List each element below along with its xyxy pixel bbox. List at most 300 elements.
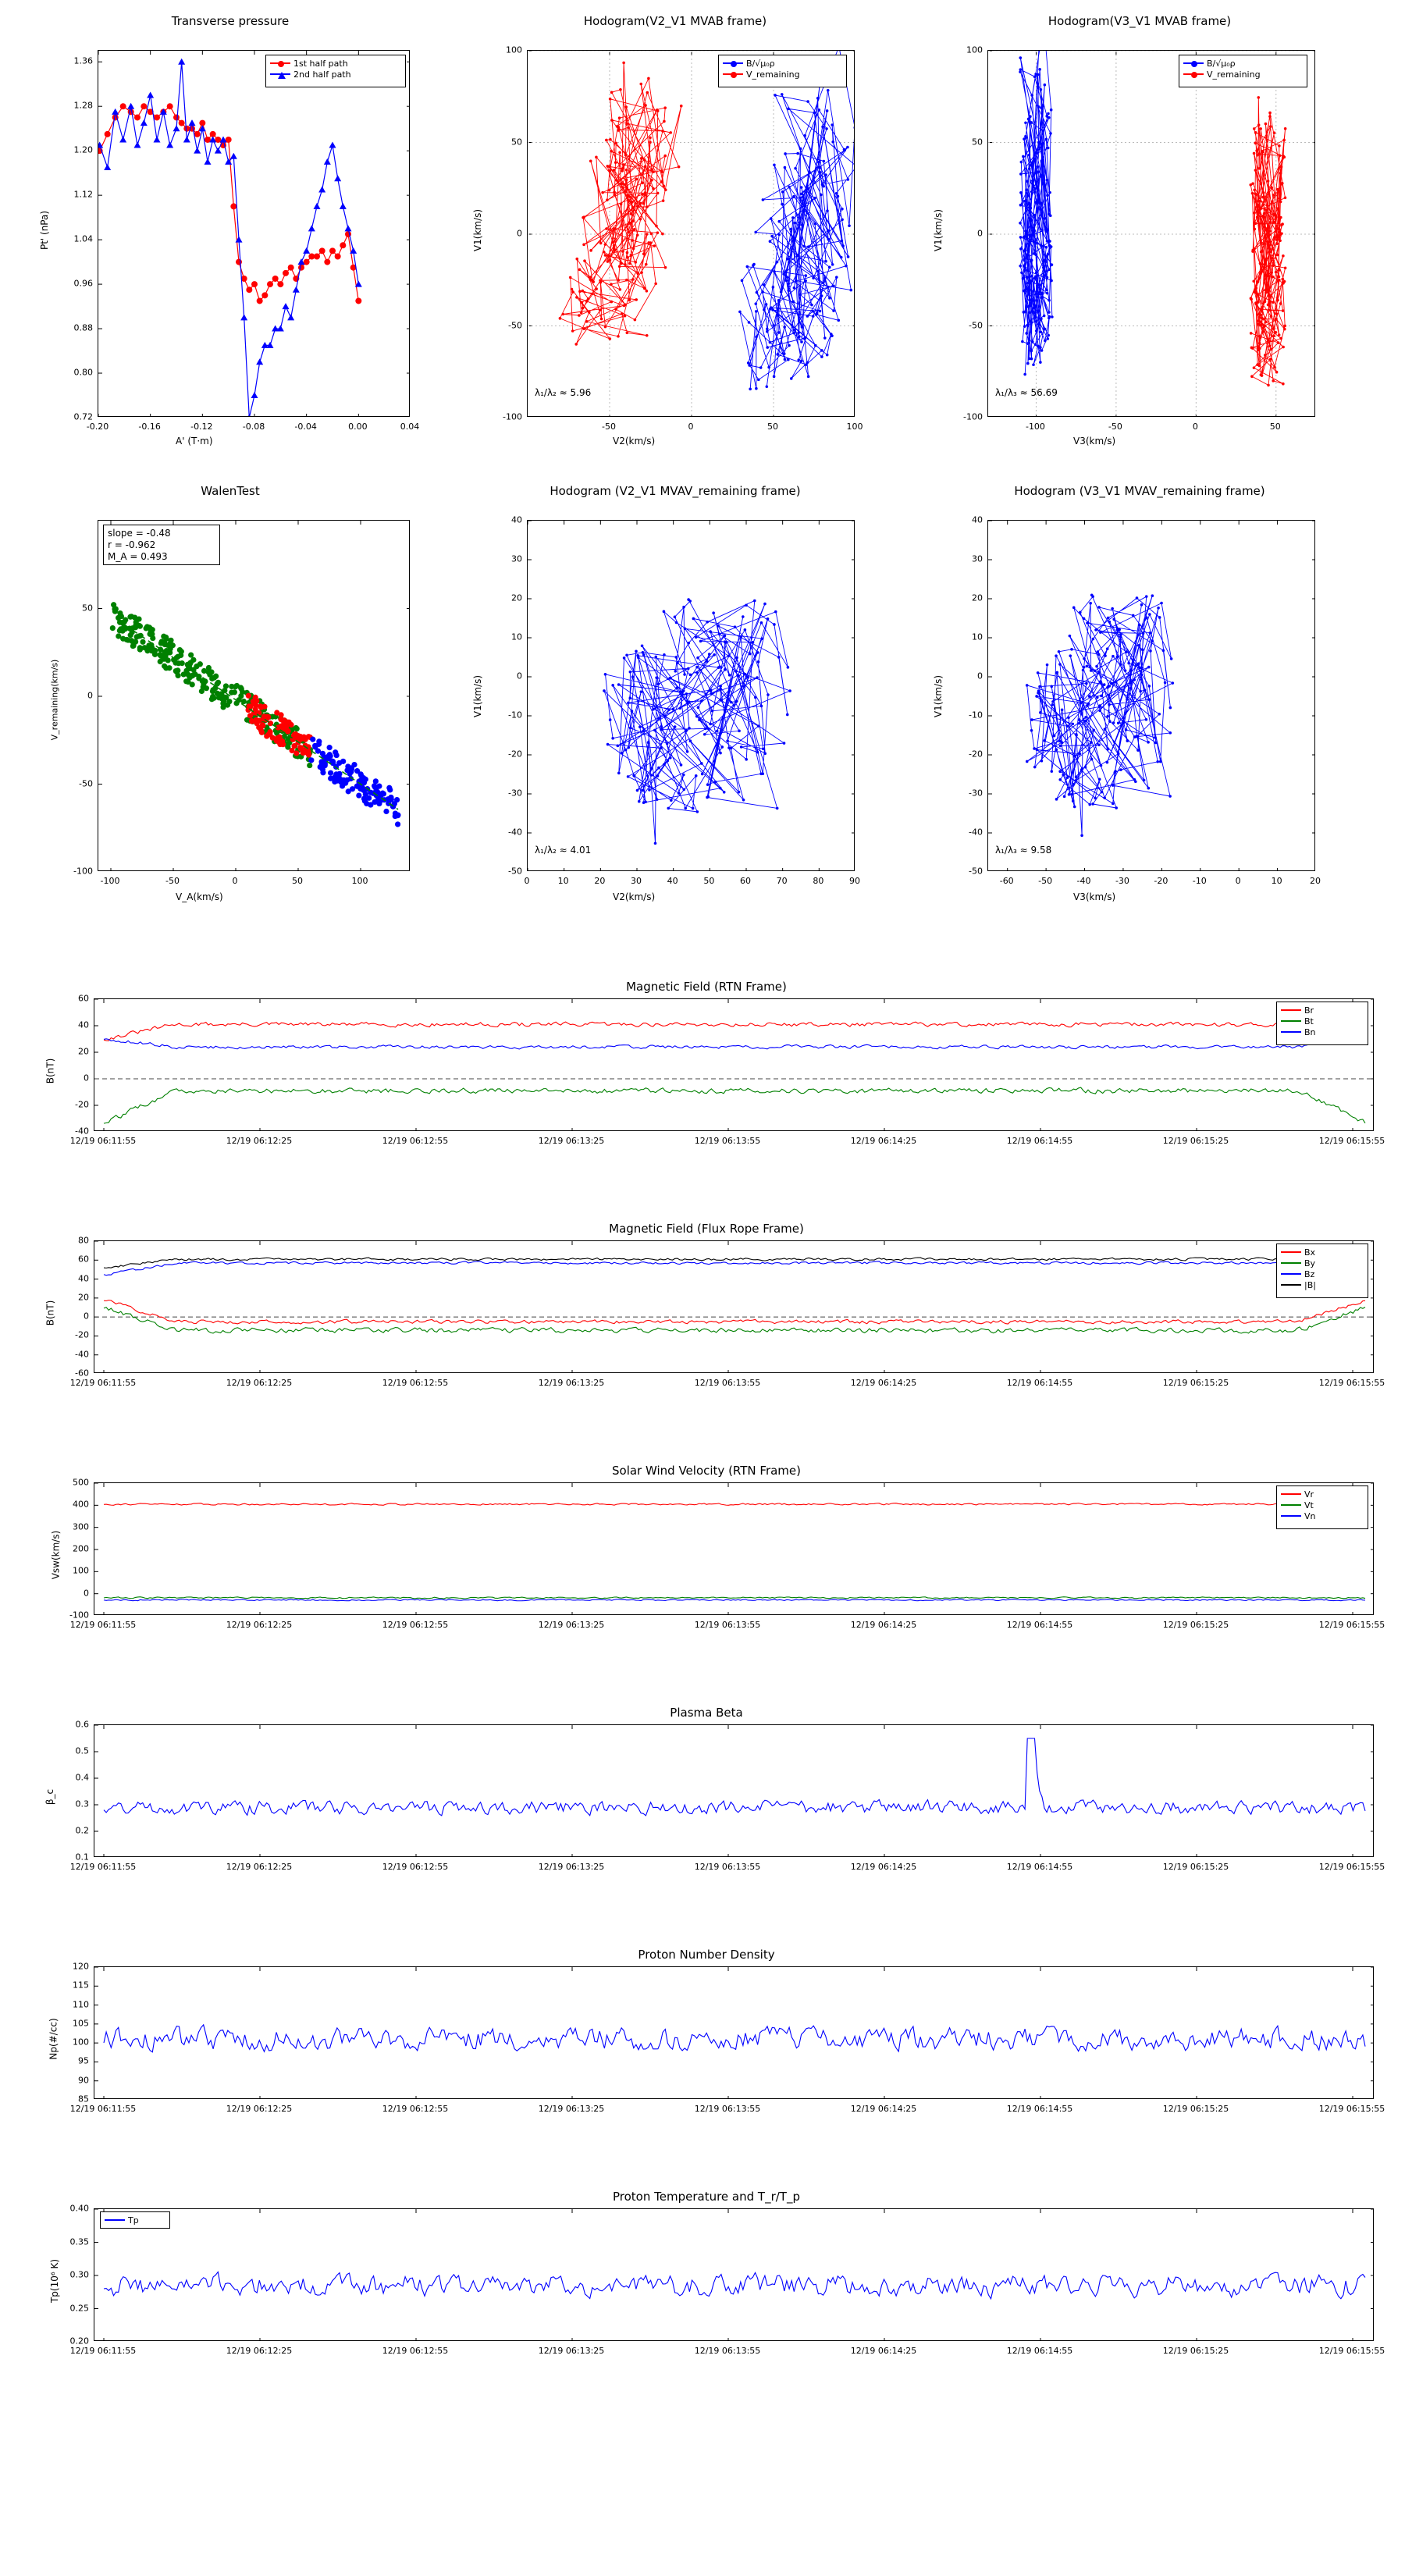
y-tick-label: 1.36 — [73, 55, 93, 66]
x-tick-label: 12/19 06:14:25 — [850, 2346, 917, 2356]
y-axis-label: Np(#/cc) — [48, 2018, 59, 2060]
y-tick-label: 105 — [73, 2018, 89, 2029]
x-tick-label: 0.00 — [348, 422, 368, 432]
legend-label: Bx — [1304, 1247, 1316, 1258]
x-tick-label: 12/19 06:14:55 — [1006, 2346, 1073, 2356]
panel-title: Proton Number Density — [638, 1948, 775, 1962]
legend — [1276, 1002, 1368, 1045]
y-tick-label: 300 — [73, 1521, 89, 1532]
x-tick-label: 12/19 06:14:55 — [1006, 1862, 1073, 1872]
y-axis-label: Vsw(km/s) — [50, 1530, 62, 1580]
y-tick-label: 60 — [78, 993, 89, 1004]
x-tick-label: 70 — [776, 876, 788, 886]
legend — [100, 2211, 170, 2229]
x-tick-label: 0 — [524, 876, 530, 886]
y-tick-label: 0.80 — [73, 367, 93, 378]
x-tick-label: 12/19 06:11:55 — [69, 1378, 137, 1388]
x-tick-label: 12/19 06:12:55 — [382, 1136, 449, 1146]
legend — [718, 55, 847, 87]
x-tick-label: 12/19 06:13:25 — [538, 2104, 605, 2114]
x-tick-label: 12/19 06:11:55 — [69, 1862, 137, 1872]
y-tick-label: -40 — [969, 827, 983, 838]
x-tick-label: 12/19 06:15:55 — [1318, 1136, 1385, 1146]
walen-stats-box — [103, 525, 220, 565]
y-tick-label: 0.20 — [69, 2336, 89, 2347]
legend-swatch — [270, 62, 290, 64]
legend-swatch — [1281, 1009, 1301, 1011]
x-axis-label: V2(km/s) — [613, 891, 656, 902]
y-axis-label: Tp(10⁶ K) — [49, 2258, 61, 2304]
legend-entry — [1281, 1500, 1364, 1510]
y-tick-label: 100 — [966, 44, 983, 55]
eigenvalue-ratio-annotation: λ₁/λ₂ ≈ 4.01 — [535, 845, 592, 856]
panel-walen-test — [31, 484, 429, 906]
y-tick-label: 20 — [78, 1292, 89, 1303]
panel-proton-temperature — [31, 2190, 1385, 2377]
y-axis-label: V1(km/s) — [472, 674, 484, 718]
y-tick-label: 1.20 — [73, 144, 93, 155]
legend-label: V_remaining — [1207, 69, 1261, 80]
y-tick-label: 115 — [73, 1980, 89, 1991]
x-tick-label: 12/19 06:12:25 — [226, 2346, 293, 2356]
y-tick-label: -40 — [75, 1349, 89, 1360]
x-tick-label: -0.16 — [138, 422, 161, 432]
y-tick-label: -100 — [73, 866, 93, 877]
x-tick-label: 12/19 06:12:55 — [382, 1620, 449, 1630]
y-tick-label: -20 — [75, 1329, 89, 1340]
y-tick-label: -20 — [969, 749, 983, 760]
y-tick-label: -50 — [508, 320, 522, 330]
x-tick-label: -30 — [1115, 876, 1129, 886]
legend-entry — [105, 2215, 165, 2226]
x-tick-label: 12/19 06:14:55 — [1006, 1136, 1073, 1146]
x-tick-label: 12/19 06:15:55 — [1318, 1620, 1385, 1630]
y-tick-label: 0 — [84, 1073, 89, 1083]
x-tick-label: 12/19 06:11:55 — [69, 2346, 137, 2356]
y-tick-label: 1.04 — [73, 233, 93, 244]
x-tick-label: 12/19 06:14:55 — [1006, 1620, 1073, 1630]
x-tick-label: -100 — [1025, 422, 1045, 432]
x-tick-label: 10 — [1271, 876, 1282, 886]
x-tick-label: 20 — [594, 876, 606, 886]
panel-title: Hodogram (V2_V1 MVAV_remaining frame) — [550, 484, 801, 498]
y-axis-label: Pt' (nPa) — [39, 210, 51, 251]
y-tick-label: -40 — [75, 1126, 89, 1137]
legend-swatch — [1281, 1504, 1301, 1506]
legend-label: Bt — [1304, 1016, 1314, 1026]
y-axis-label: V1(km/s) — [472, 208, 484, 252]
y-tick-label: 100 — [73, 1565, 89, 1576]
stat-line: M_A = 0.493 — [108, 551, 168, 562]
x-tick-label: 12/19 06:13:55 — [694, 2346, 761, 2356]
x-tick-label: 12/19 06:15:55 — [1318, 2346, 1385, 2356]
y-tick-label: 0.25 — [69, 2303, 89, 2313]
legend-swatch — [723, 73, 743, 75]
x-tick-label: 60 — [740, 876, 751, 886]
y-tick-label: 0.35 — [69, 2236, 89, 2247]
legend-label: Br — [1304, 1005, 1314, 1016]
x-tick-label: 90 — [849, 876, 860, 886]
plot-area — [94, 1966, 1374, 2099]
y-tick-label: 0.2 — [75, 1825, 89, 1836]
plot-area — [527, 520, 855, 871]
x-tick-label: 12/19 06:15:55 — [1318, 2104, 1385, 2114]
x-tick-label: -40 — [1076, 876, 1091, 886]
y-tick-label: -100 — [963, 411, 983, 422]
y-tick-label: 50 — [511, 137, 522, 147]
y-tick-label: 120 — [73, 1961, 89, 1972]
legend-entry — [1281, 1005, 1364, 1016]
stat-line: slope = -0.48 — [108, 528, 171, 539]
x-tick-label: -0.12 — [190, 422, 213, 432]
legend-label: Bn — [1304, 1026, 1316, 1037]
legend-swatch — [723, 62, 743, 64]
legend-swatch — [1183, 62, 1204, 64]
eigenvalue-ratio-annotation: λ₁/λ₂ ≈ 5.96 — [535, 387, 592, 398]
y-tick-label: 60 — [78, 1254, 89, 1265]
y-axis-label: V_remaining(km/s) — [49, 659, 60, 741]
legend-entry — [1281, 1489, 1364, 1500]
x-tick-label: 12/19 06:14:25 — [850, 1862, 917, 1872]
y-tick-label: 40 — [78, 1019, 89, 1030]
x-tick-label: -20 — [1154, 876, 1168, 886]
y-tick-label: 0 — [977, 671, 983, 681]
legend-label: 2nd half path — [293, 69, 351, 80]
legend-marker — [731, 72, 737, 78]
y-tick-label: 40 — [78, 1273, 89, 1284]
legend-marker — [278, 61, 284, 67]
plot-area — [94, 1724, 1374, 1857]
x-tick-label: 80 — [813, 876, 824, 886]
y-tick-label: -50 — [969, 866, 983, 877]
y-tick-label: 0.30 — [69, 2269, 89, 2280]
y-tick-label: 0.6 — [75, 1719, 89, 1730]
panel-title: Proton Temperature and T_r/T_p — [613, 2190, 800, 2204]
legend-entry — [1281, 1016, 1364, 1026]
panel-title: Hodogram(V2_V1 MVAB frame) — [583, 14, 767, 28]
y-axis-label: B(nT) — [44, 1300, 56, 1326]
y-tick-label: 1.28 — [73, 100, 93, 111]
y-tick-label: 40 — [972, 514, 983, 525]
eigenvalue-ratio-annotation: λ₁/λ₃ ≈ 56.69 — [995, 387, 1058, 398]
legend-swatch — [270, 73, 290, 75]
y-tick-label: -30 — [969, 788, 983, 799]
y-tick-label: -40 — [508, 827, 522, 838]
plot-area — [94, 998, 1374, 1131]
y-tick-label: 50 — [82, 603, 93, 613]
legend-label: Bz — [1304, 1268, 1315, 1279]
y-tick-label: -50 — [508, 866, 522, 877]
legend-entry — [270, 69, 401, 80]
legend-marker — [1191, 61, 1197, 67]
eigenvalue-ratio-annotation: λ₁/λ₃ ≈ 9.58 — [995, 845, 1052, 856]
x-tick-label: -50 — [165, 876, 180, 886]
y-tick-label: 0 — [977, 228, 983, 239]
y-axis-label: V1(km/s) — [933, 674, 944, 718]
y-tick-label: 400 — [73, 1499, 89, 1510]
y-tick-label: 0 — [517, 228, 522, 239]
y-tick-label: 0 — [84, 1588, 89, 1599]
legend — [1276, 1485, 1368, 1529]
legend-label: |B| — [1304, 1279, 1316, 1290]
y-tick-label: 10 — [511, 632, 522, 642]
x-tick-label: 12/19 06:15:25 — [1162, 1136, 1229, 1146]
plot-area — [94, 2208, 1374, 2341]
legend-label: Tp — [128, 2215, 139, 2226]
legend-label: Vt — [1304, 1500, 1314, 1510]
y-tick-label: 0.4 — [75, 1772, 89, 1783]
x-tick-label: 0.04 — [400, 422, 420, 432]
panel-hodogram-v3v1-mvav — [921, 484, 1358, 906]
x-tick-label: -50 — [1108, 422, 1122, 432]
y-tick-label: 80 — [78, 1235, 89, 1246]
x-tick-label: 100 — [846, 422, 863, 432]
y-tick-label: 0.1 — [75, 1852, 89, 1863]
x-tick-label: -50 — [602, 422, 616, 432]
x-tick-label: 12/19 06:15:25 — [1162, 2346, 1229, 2356]
x-tick-label: 12/19 06:15:25 — [1162, 2104, 1229, 2114]
x-tick-label: -100 — [100, 876, 120, 886]
x-tick-label: -10 — [1192, 876, 1207, 886]
x-tick-label: 12/19 06:13:55 — [694, 1862, 761, 1872]
x-tick-label: 12/19 06:12:25 — [226, 1620, 293, 1630]
x-tick-label: -50 — [1038, 876, 1053, 886]
stat-line: r = -0.962 — [108, 539, 156, 550]
legend-swatch — [1281, 1493, 1301, 1495]
y-tick-label: 110 — [73, 1999, 89, 2010]
y-tick-label: 40 — [511, 514, 522, 525]
legend-entry — [723, 58, 842, 69]
x-tick-label: 12/19 06:12:55 — [382, 1862, 449, 1872]
x-tick-label: 12/19 06:12:25 — [226, 1136, 293, 1146]
panel-proton-number-density — [31, 1948, 1385, 2135]
y-tick-label: 0.5 — [75, 1745, 89, 1756]
x-tick-label: 12/19 06:15:25 — [1162, 1862, 1229, 1872]
y-tick-label: 0.72 — [73, 411, 93, 422]
panel-hodogram-v2v1-mvab — [461, 14, 890, 447]
legend-swatch — [1281, 1273, 1301, 1275]
x-tick-label: 40 — [667, 876, 678, 886]
x-tick-label: 12/19 06:13:25 — [538, 1862, 605, 1872]
x-tick-label: 12/19 06:13:55 — [694, 1378, 761, 1388]
x-tick-label: 12/19 06:14:25 — [850, 1378, 917, 1388]
y-tick-label: 95 — [78, 2055, 89, 2066]
legend-swatch — [1183, 73, 1204, 75]
x-axis-label: A' (T·m) — [176, 436, 213, 447]
panel-magnetic-field-flux-rope — [31, 1222, 1385, 1409]
panel-solar-wind-velocity — [31, 1464, 1385, 1651]
y-tick-label: 20 — [511, 592, 522, 603]
legend-marker — [1191, 72, 1197, 78]
y-tick-label: 500 — [73, 1477, 89, 1488]
x-tick-label: 50 — [292, 876, 303, 886]
legend-label: 1st half path — [293, 58, 348, 69]
x-tick-label: 12/19 06:12:55 — [382, 2346, 449, 2356]
x-tick-label: 12/19 06:12:25 — [226, 2104, 293, 2114]
x-tick-label: 12/19 06:14:25 — [850, 1620, 917, 1630]
legend-entry — [1281, 1247, 1364, 1258]
plot-area — [94, 1482, 1374, 1615]
x-tick-label: 12/19 06:13:55 — [694, 2104, 761, 2114]
legend-label: By — [1304, 1258, 1316, 1268]
y-tick-label: -20 — [508, 749, 522, 760]
legend-swatch — [1281, 1284, 1301, 1286]
x-tick-label: 50 — [767, 422, 778, 432]
x-tick-label: 12/19 06:11:55 — [69, 1136, 137, 1146]
legend-label: Vn — [1304, 1510, 1316, 1521]
y-tick-label: 85 — [78, 2094, 89, 2105]
y-tick-label: 1.12 — [73, 189, 93, 200]
panel-plasma-beta — [31, 1706, 1385, 1893]
panel-title: WalenTest — [201, 484, 260, 498]
x-tick-label: 12/19 06:15:25 — [1162, 1620, 1229, 1630]
legend-entry — [1281, 1258, 1364, 1268]
y-tick-label: -50 — [969, 320, 983, 330]
legend-entry — [1281, 1279, 1364, 1290]
y-tick-label: 30 — [511, 553, 522, 564]
panel-magnetic-field-rtn — [31, 980, 1385, 1167]
legend-swatch — [1281, 1031, 1301, 1033]
x-tick-label: 12/19 06:12:55 — [382, 2104, 449, 2114]
legend-label: B/√μ₀ρ — [1207, 58, 1236, 69]
y-axis-label: B(nT) — [44, 1058, 56, 1084]
legend-entry — [1281, 1510, 1364, 1521]
plot-area — [987, 50, 1315, 417]
x-tick-label: -0.08 — [242, 422, 265, 432]
legend — [1276, 1244, 1368, 1298]
legend — [1179, 55, 1307, 87]
x-tick-label: 20 — [1310, 876, 1321, 886]
panel-title: Plasma Beta — [670, 1706, 743, 1720]
x-tick-label: -60 — [999, 876, 1014, 886]
legend-entry — [1183, 58, 1303, 69]
y-tick-label: 20 — [78, 1046, 89, 1057]
x-tick-label: -0.20 — [86, 422, 109, 432]
x-tick-label: 12/19 06:13:25 — [538, 1620, 605, 1630]
legend-entry — [270, 58, 401, 69]
y-tick-label: 0 — [87, 690, 93, 701]
x-tick-label: 12/19 06:12:25 — [226, 1862, 293, 1872]
y-tick-label: 0.88 — [73, 322, 93, 333]
plot-area — [94, 1240, 1374, 1373]
panel-title: Magnetic Field (Flux Rope Frame) — [609, 1222, 804, 1236]
panel-hodogram-v2v1-mvav — [461, 484, 890, 906]
y-tick-label: 30 — [972, 553, 983, 564]
plot-area — [98, 520, 410, 871]
legend-entry — [1281, 1268, 1364, 1279]
legend-swatch — [1281, 1515, 1301, 1517]
y-tick-label: -60 — [75, 1368, 89, 1379]
x-tick-label: -0.04 — [294, 422, 317, 432]
legend-entry — [1281, 1026, 1364, 1037]
panel-transverse-pressure — [31, 14, 429, 447]
y-tick-label: 20 — [972, 592, 983, 603]
x-tick-label: 50 — [703, 876, 715, 886]
plot-area — [98, 50, 410, 417]
plot-area — [987, 520, 1315, 871]
legend-entry — [1183, 69, 1303, 80]
y-tick-label: -100 — [69, 1610, 89, 1621]
y-tick-label: 100 — [506, 44, 522, 55]
x-tick-label: 12/19 06:15:55 — [1318, 1378, 1385, 1388]
x-tick-label: 0 — [1192, 422, 1198, 432]
panel-title: Transverse pressure — [171, 14, 290, 28]
y-tick-label: 0 — [84, 1311, 89, 1322]
x-tick-label: 12/19 06:14:25 — [850, 2104, 917, 2114]
plot-area — [527, 50, 855, 417]
x-axis-label: V_A(km/s) — [176, 891, 223, 902]
x-tick-label: 100 — [351, 876, 368, 886]
x-axis-label: V2(km/s) — [613, 436, 656, 447]
legend-entry — [723, 69, 842, 80]
x-tick-label: 12/19 06:13:55 — [694, 1136, 761, 1146]
panel-title: Hodogram (V3_V1 MVAV_remaining frame) — [1014, 484, 1265, 498]
x-axis-label: V3(km/s) — [1073, 891, 1116, 902]
x-tick-label: 12/19 06:13:25 — [538, 1136, 605, 1146]
legend-swatch — [1281, 1262, 1301, 1264]
legend-marker — [731, 61, 737, 67]
legend-label: Vr — [1304, 1489, 1314, 1500]
x-tick-label: 12/19 06:13:55 — [694, 1620, 761, 1630]
legend-label: V_remaining — [746, 69, 800, 80]
legend-swatch — [105, 2219, 125, 2221]
y-tick-label: 100 — [73, 2037, 89, 2048]
y-tick-label: -30 — [508, 788, 522, 799]
legend-swatch — [1281, 1251, 1301, 1253]
legend-label: B/√μ₀ρ — [746, 58, 775, 69]
panel-title: Magnetic Field (RTN Frame) — [626, 980, 787, 994]
x-tick-label: 0 — [232, 876, 238, 886]
x-tick-label: 12/19 06:15:55 — [1318, 1862, 1385, 1872]
panel-hodogram-v3v1-mvab — [921, 14, 1358, 447]
x-tick-label: 12/19 06:11:55 — [69, 2104, 137, 2114]
x-tick-label: 12/19 06:12:25 — [226, 1378, 293, 1388]
y-tick-label: -100 — [503, 411, 522, 422]
panel-title: Solar Wind Velocity (RTN Frame) — [612, 1464, 801, 1478]
panel-title: Hodogram(V3_V1 MVAB frame) — [1048, 14, 1232, 28]
y-tick-label: -20 — [75, 1099, 89, 1110]
x-tick-label: 0 — [1235, 876, 1241, 886]
y-tick-label: 0 — [517, 671, 522, 681]
y-tick-label: 0.40 — [69, 2203, 89, 2214]
y-axis-label: β_c — [44, 1788, 56, 1806]
x-tick-label: 12/19 06:14:55 — [1006, 1378, 1073, 1388]
x-tick-label: 50 — [1269, 422, 1281, 432]
x-tick-label: 12/19 06:14:25 — [850, 1136, 917, 1146]
y-tick-label: -10 — [508, 710, 522, 720]
y-tick-label: 200 — [73, 1543, 89, 1554]
x-tick-label: 0 — [688, 422, 694, 432]
y-tick-label: 90 — [78, 2075, 89, 2086]
y-tick-label: 0.3 — [75, 1799, 89, 1809]
y-tick-label: -50 — [79, 778, 93, 788]
legend-marker — [278, 72, 286, 79]
x-tick-label: 12/19 06:13:25 — [538, 2346, 605, 2356]
x-tick-label: 12/19 06:11:55 — [69, 1620, 137, 1630]
x-tick-label: 12/19 06:14:55 — [1006, 2104, 1073, 2114]
x-tick-label: 30 — [631, 876, 642, 886]
y-axis-label: V1(km/s) — [933, 208, 944, 252]
y-tick-label: -10 — [969, 710, 983, 720]
x-axis-label: V3(km/s) — [1073, 436, 1116, 447]
legend — [265, 55, 406, 87]
legend-swatch — [1281, 1020, 1301, 1022]
y-tick-label: 0.96 — [73, 278, 93, 289]
x-tick-label: 12/19 06:15:25 — [1162, 1378, 1229, 1388]
y-tick-label: 50 — [972, 137, 983, 147]
y-tick-label: 10 — [972, 632, 983, 642]
x-tick-label: 12/19 06:13:25 — [538, 1378, 605, 1388]
